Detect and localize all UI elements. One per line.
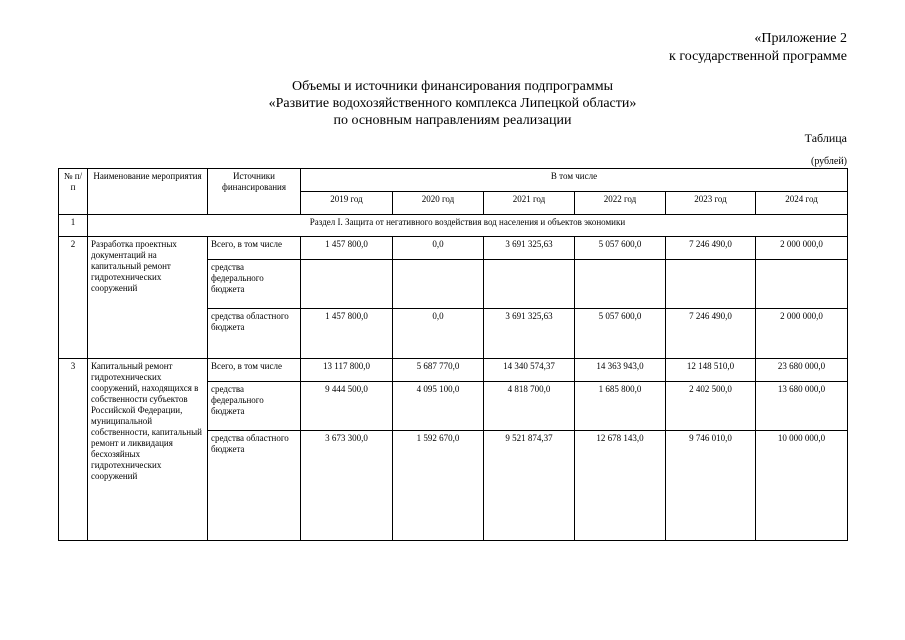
- row-source: средства федерального бюджета: [208, 382, 301, 431]
- financing-table: [58, 168, 848, 541]
- value-cell: 13 680 000,0: [756, 382, 848, 431]
- value-cell: 2 000 000,0: [756, 309, 848, 359]
- header-year: 2022 год: [575, 192, 666, 215]
- value-cell: 10 000 000,0: [756, 431, 848, 541]
- value-cell: 9 746 010,0: [666, 431, 756, 541]
- appendix-line1: «Приложение 2: [754, 31, 847, 46]
- header-year: 2021 год: [484, 192, 575, 215]
- header-num: № п/п: [59, 169, 88, 215]
- header-name: Наименование мероприятия: [88, 169, 208, 215]
- table-label: Таблица: [804, 131, 847, 145]
- table-row: [59, 237, 848, 260]
- value-cell: 0,0: [393, 237, 484, 260]
- value-cell: 14 363 943,0: [575, 359, 666, 382]
- row-source: средства областного бюджета: [208, 309, 301, 359]
- section-num: 1: [59, 215, 88, 237]
- value-cell: [666, 260, 756, 309]
- header-year: 2024 год: [756, 192, 848, 215]
- value-cell: 5 057 600,0: [575, 237, 666, 260]
- value-cell: 1 592 670,0: [393, 431, 484, 541]
- value-cell: 2 000 000,0: [756, 237, 848, 260]
- header-incl: В том числе: [301, 169, 848, 192]
- appendix-note: [669, 30, 847, 66]
- value-cell: 1 685 800,0: [575, 382, 666, 431]
- value-cell: 3 673 300,0: [301, 431, 393, 541]
- value-cell: [393, 260, 484, 309]
- header-sources: Источники финансирования: [208, 169, 301, 215]
- title-line1: Объемы и источники финансирования подпрограммы: [291, 79, 613, 94]
- title-line3: по основным направлениям реализации: [333, 113, 572, 128]
- document-title: [0, 78, 905, 129]
- row-source: средства областного бюджета: [208, 431, 301, 541]
- row-num: 2: [59, 237, 88, 359]
- title-line2: «Развитие водохозяйственного комплекса Липецкой области»: [268, 96, 637, 111]
- value-cell: 13 117 800,0: [301, 359, 393, 382]
- section-title: Раздел I. Защита от негативного воздействия вод населения и объектов экономики: [88, 215, 848, 237]
- value-cell: 14 340 574,37: [484, 359, 575, 382]
- value-cell: [484, 260, 575, 309]
- row-name: Разработка проектных документаций на капитальный ремонт гидротехнических сооружений: [88, 237, 208, 359]
- value-cell: 1 457 800,0: [301, 309, 393, 359]
- value-cell: 7 246 490,0: [666, 237, 756, 260]
- value-cell: 12 678 143,0: [575, 431, 666, 541]
- value-cell: [301, 260, 393, 309]
- value-cell: 3 691 325,63: [484, 309, 575, 359]
- appendix-line2: к государственной программе: [669, 49, 847, 64]
- value-cell: 3 691 325,63: [484, 237, 575, 260]
- value-cell: 9 521 874,37: [484, 431, 575, 541]
- value-cell: 5 057 600,0: [575, 309, 666, 359]
- value-cell: 2 402 500,0: [666, 382, 756, 431]
- row-name: Капитальный ремонт гидротехнических сооружений, находящихся в собственности субъектов Российской Федерации, муниципальной собственности, капитальный ремонт и ликвидация бесхозяйных гидротехнических сооружений: [88, 359, 208, 541]
- units-label: (рублей): [810, 156, 847, 167]
- value-cell: 1 457 800,0: [301, 237, 393, 260]
- section-row: [59, 215, 848, 237]
- value-cell: 5 687 770,0: [393, 359, 484, 382]
- value-cell: 23 680 000,0: [756, 359, 848, 382]
- table-row: [59, 359, 848, 382]
- header-year: 2020 год: [393, 192, 484, 215]
- header-year: 2023 год: [666, 192, 756, 215]
- value-cell: 4 095 100,0: [393, 382, 484, 431]
- row-source: средства федерального бюджета: [208, 260, 301, 309]
- value-cell: [756, 260, 848, 309]
- row-source: Всего, в том числе: [208, 359, 301, 382]
- value-cell: 12 148 510,0: [666, 359, 756, 382]
- header-year: 2019 год: [301, 192, 393, 215]
- value-cell: 9 444 500,0: [301, 382, 393, 431]
- value-cell: 7 246 490,0: [666, 309, 756, 359]
- row-source: Всего, в том числе: [208, 237, 301, 260]
- value-cell: [575, 260, 666, 309]
- value-cell: 0,0: [393, 309, 484, 359]
- value-cell: 4 818 700,0: [484, 382, 575, 431]
- row-num: 3: [59, 359, 88, 541]
